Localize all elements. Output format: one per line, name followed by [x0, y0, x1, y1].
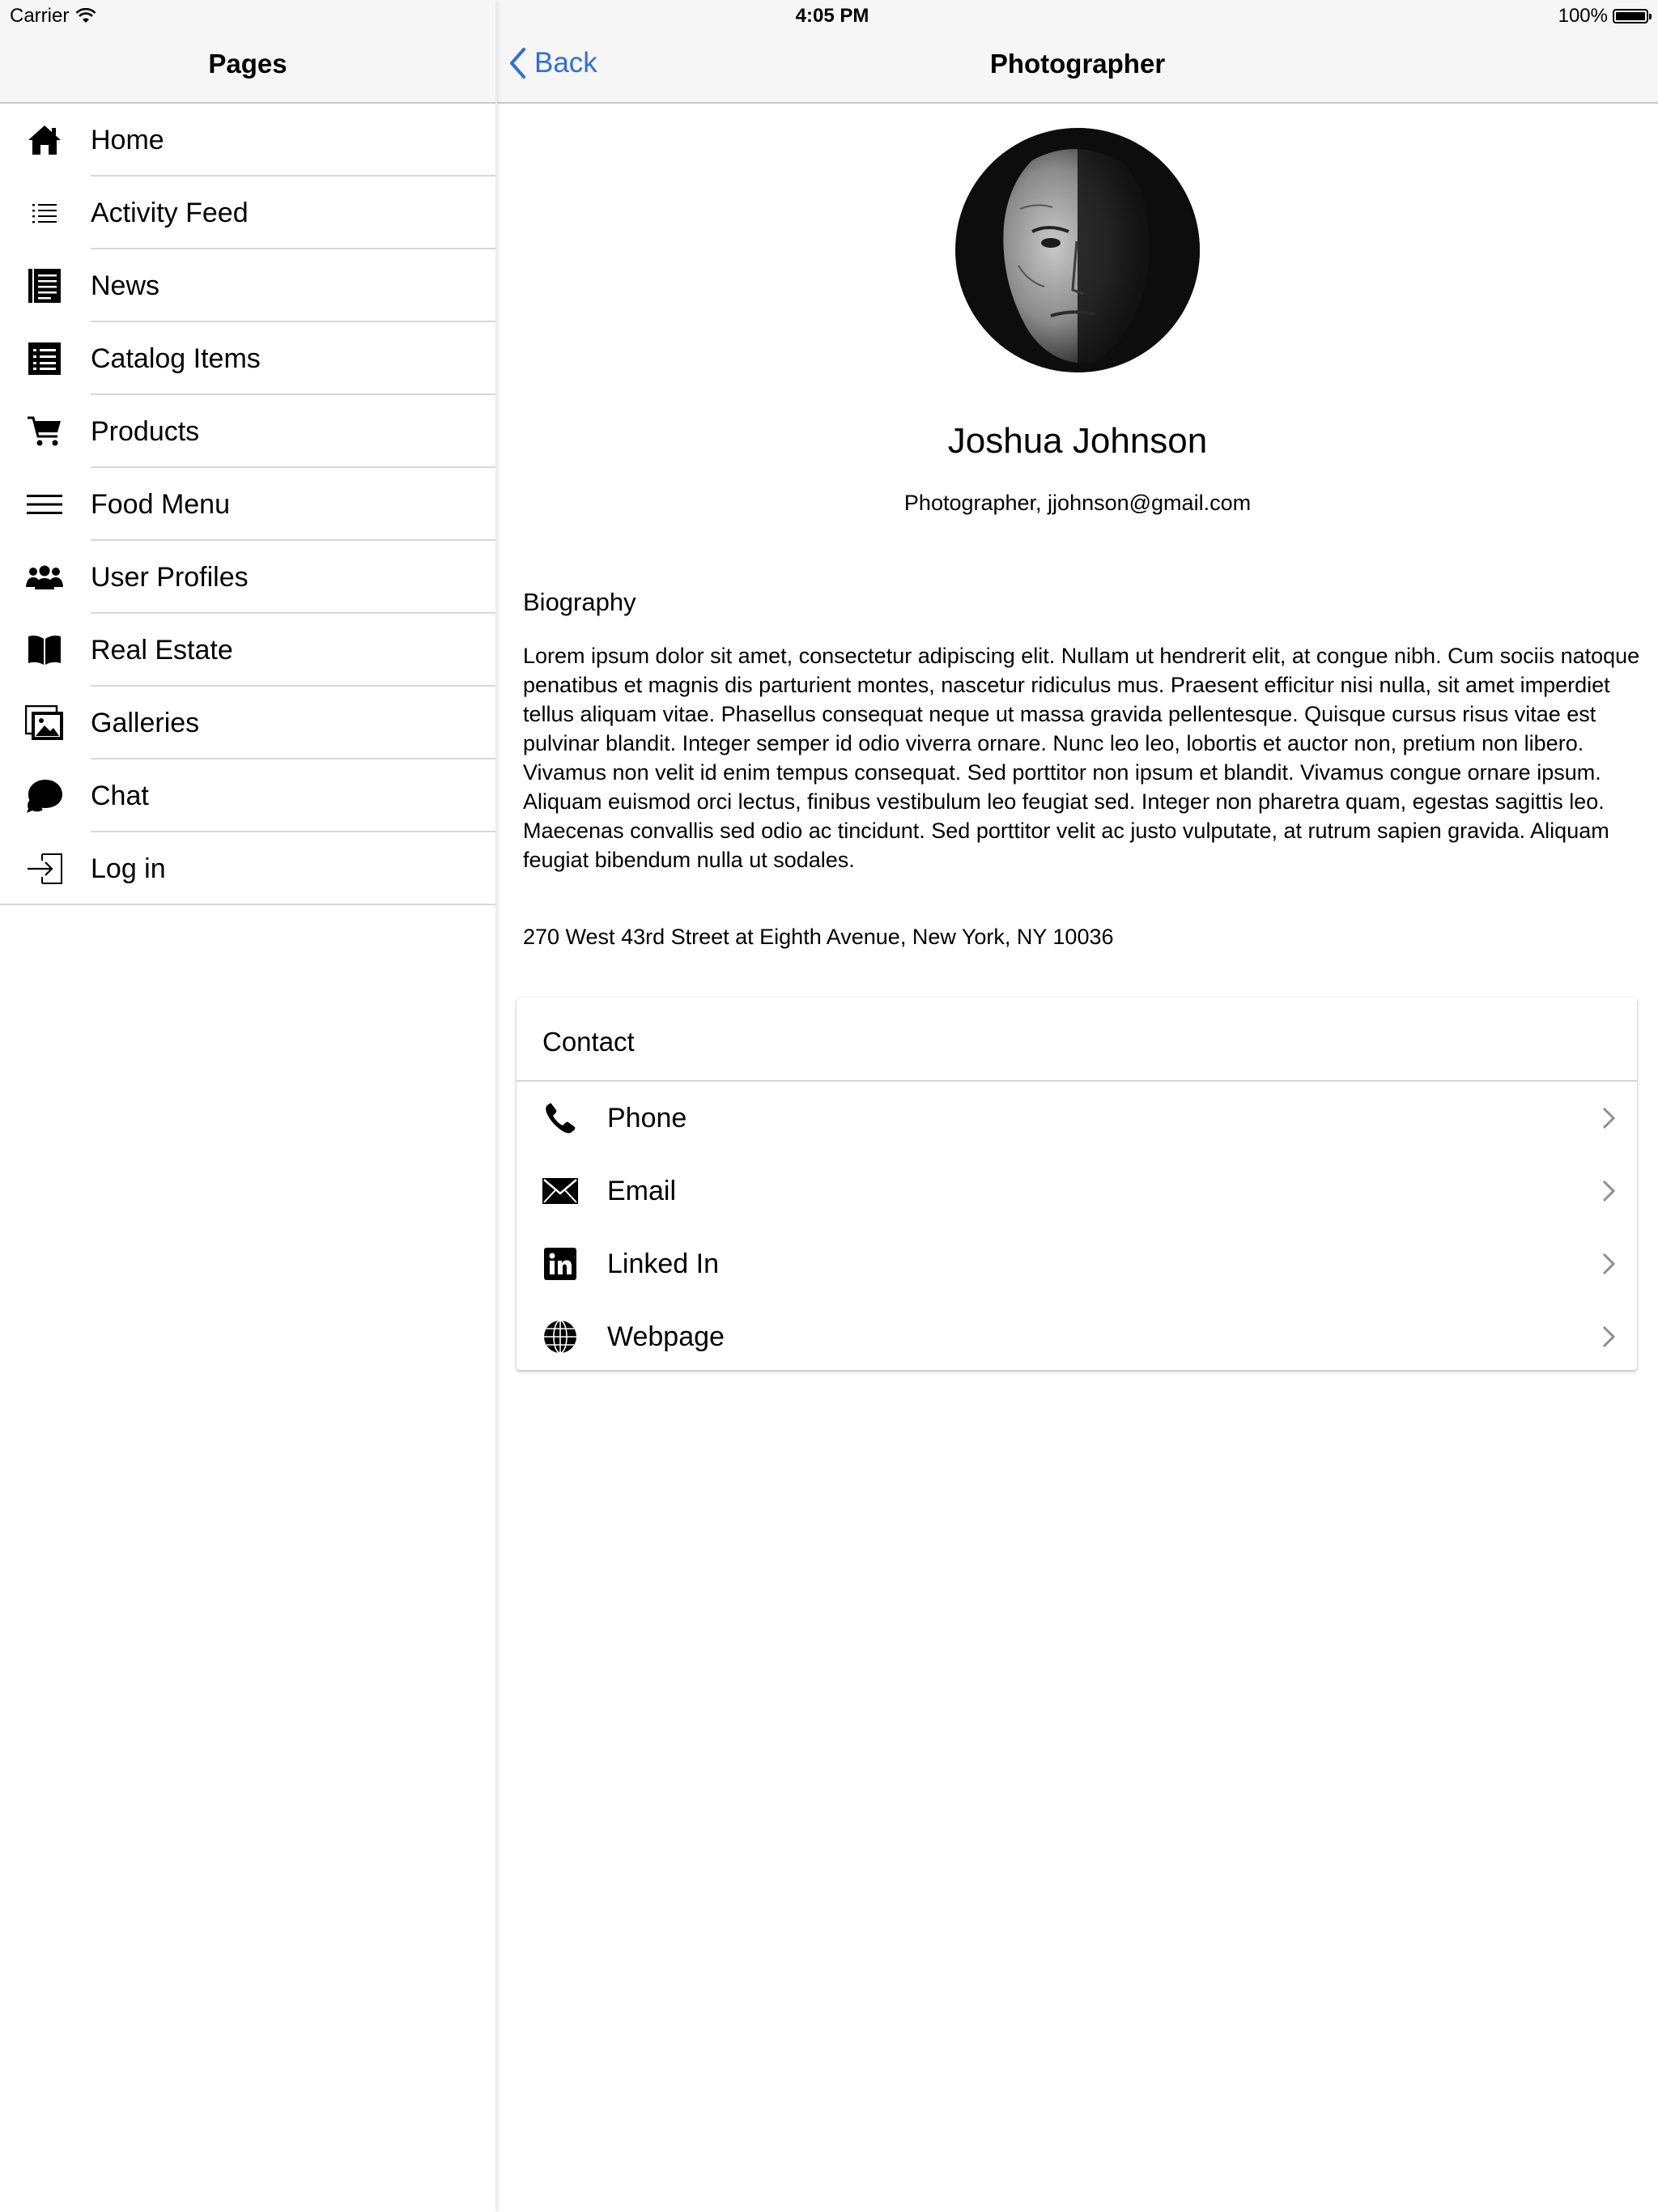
users-icon [25, 558, 64, 597]
home-icon [25, 121, 64, 160]
sidebar-item-log-in[interactable] [0, 832, 495, 905]
sidebar-item-label: Home [91, 125, 164, 155]
divider [0, 904, 495, 905]
page-title: Photographer [989, 49, 1166, 79]
contact-card [517, 998, 1637, 1370]
sidebar-item-galleries[interactable] [0, 687, 495, 759]
hamburger-icon [25, 485, 64, 524]
sidebar-item-label: Food Menu [91, 489, 230, 520]
contact-item-label: Phone [607, 1103, 687, 1134]
phone-icon [542, 1100, 578, 1136]
sidebar-item-real-estate[interactable] [0, 614, 495, 687]
login-icon [25, 849, 64, 888]
detail-pane [497, 0, 1658, 2212]
sidebar-title: Pages [208, 49, 287, 79]
contact-item-webpage[interactable] [517, 1300, 1637, 1373]
sidebar-item-user-profiles[interactable] [0, 541, 495, 614]
sidebar-item-activity-feed[interactable] [0, 177, 495, 249]
news-icon [25, 266, 64, 305]
contact-item-phone[interactable] [517, 1082, 1637, 1155]
status-bar [0, 0, 1658, 32]
chevron-right-icon [1600, 1252, 1618, 1276]
sidebar-item-label: Catalog Items [91, 343, 261, 374]
sidebar-item-food-menu[interactable] [0, 468, 495, 541]
sidebar-item-label: User Profiles [91, 562, 249, 593]
contact-item-linkedin[interactable] [517, 1227, 1637, 1300]
chat-icon [25, 776, 64, 815]
battery-icon [1613, 9, 1648, 23]
sidebar-item-label: Real Estate [91, 635, 233, 666]
chevron-right-icon [1600, 1106, 1618, 1130]
sidebar-item-chat[interactable] [0, 759, 495, 832]
chevron-right-icon [1600, 1325, 1618, 1349]
sidebar-item-news[interactable] [0, 249, 495, 322]
carrier-label: Carrier [10, 5, 70, 27]
contact-item-label: Email [607, 1176, 677, 1206]
sidebar-item-label: Products [91, 416, 200, 447]
sidebar-item-label: Chat [91, 781, 149, 811]
contact-title: Contact [542, 1027, 635, 1057]
sidebar-item-catalog-items[interactable] [0, 322, 495, 395]
sidebar [0, 0, 495, 2212]
gallery-icon [25, 704, 64, 742]
sidebar-item-label: Galleries [91, 708, 200, 738]
sidebar-menu [0, 104, 495, 905]
profile-name: Joshua Johnson [947, 421, 1208, 461]
profile-subtitle: Photographer, jjohnson@gmail.com [903, 491, 1252, 515]
linkedin-icon [542, 1246, 578, 1282]
sidebar-item-label: Log in [91, 853, 166, 884]
back-label: Back [534, 47, 597, 79]
list-icon [25, 194, 64, 232]
cart-icon [25, 412, 64, 451]
biography-heading: Biography [523, 588, 636, 616]
contact-item-email[interactable] [517, 1155, 1637, 1227]
sidebar-item-label: News [91, 270, 160, 301]
contact-item-label: Linked In [607, 1249, 719, 1279]
chevron-right-icon [1600, 1179, 1618, 1203]
sidebar-item-label: Activity Feed [91, 198, 249, 228]
contact-item-label: Webpage [607, 1321, 725, 1352]
catalog-icon [25, 339, 64, 378]
sidebar-item-home[interactable] [0, 104, 495, 177]
envelope-icon [542, 1173, 578, 1209]
globe-icon [542, 1319, 578, 1355]
battery-percent: 100% [1558, 5, 1608, 27]
status-time: 4:05 PM [795, 5, 869, 27]
sidebar-item-products[interactable] [0, 395, 495, 468]
battery-status [1558, 5, 1648, 28]
book-icon [25, 631, 64, 670]
avatar [955, 128, 1200, 372]
biography-text: Lorem ipsum dolor sit amet, consectetur adipiscing elit. Nullam ut hendrerit elit, at congue nibh. Cum sociis natoque penatibus et magnis dis parturient montes, nascetur ridiculus mus. Praesent efficitur nisi nulla, sit amet imperdiet tellus aliquam vitae. Phasellus consequat neque ut massa gravida pellentesque. Quisque cursus risus vitae est pulvinar blandit. Integer semper id odio viverra ornare. Nunc leo leo, lobortis et auctor non, pretium non libero. Vivamus non velit id enim tempus consequat. Sed porttitor non ipsum et blandit. Vivamus congue ornare ipsum. Aliquam euismod orci lectus, finibus vestibulum leo feugiat sed. Integer non pharetra quam, egestas sagittis leo. Maecenas convallis sed odio ac tincidunt. Sed porttitor velit ac justo vulputate, at rutrum sapien gravida. Aliquam feugiat bibendum nulla ut sodales. [523, 644, 1640, 872]
address: 270 West 43rd Street at Eighth Avenue, New York, NY 10036 [523, 925, 1114, 949]
